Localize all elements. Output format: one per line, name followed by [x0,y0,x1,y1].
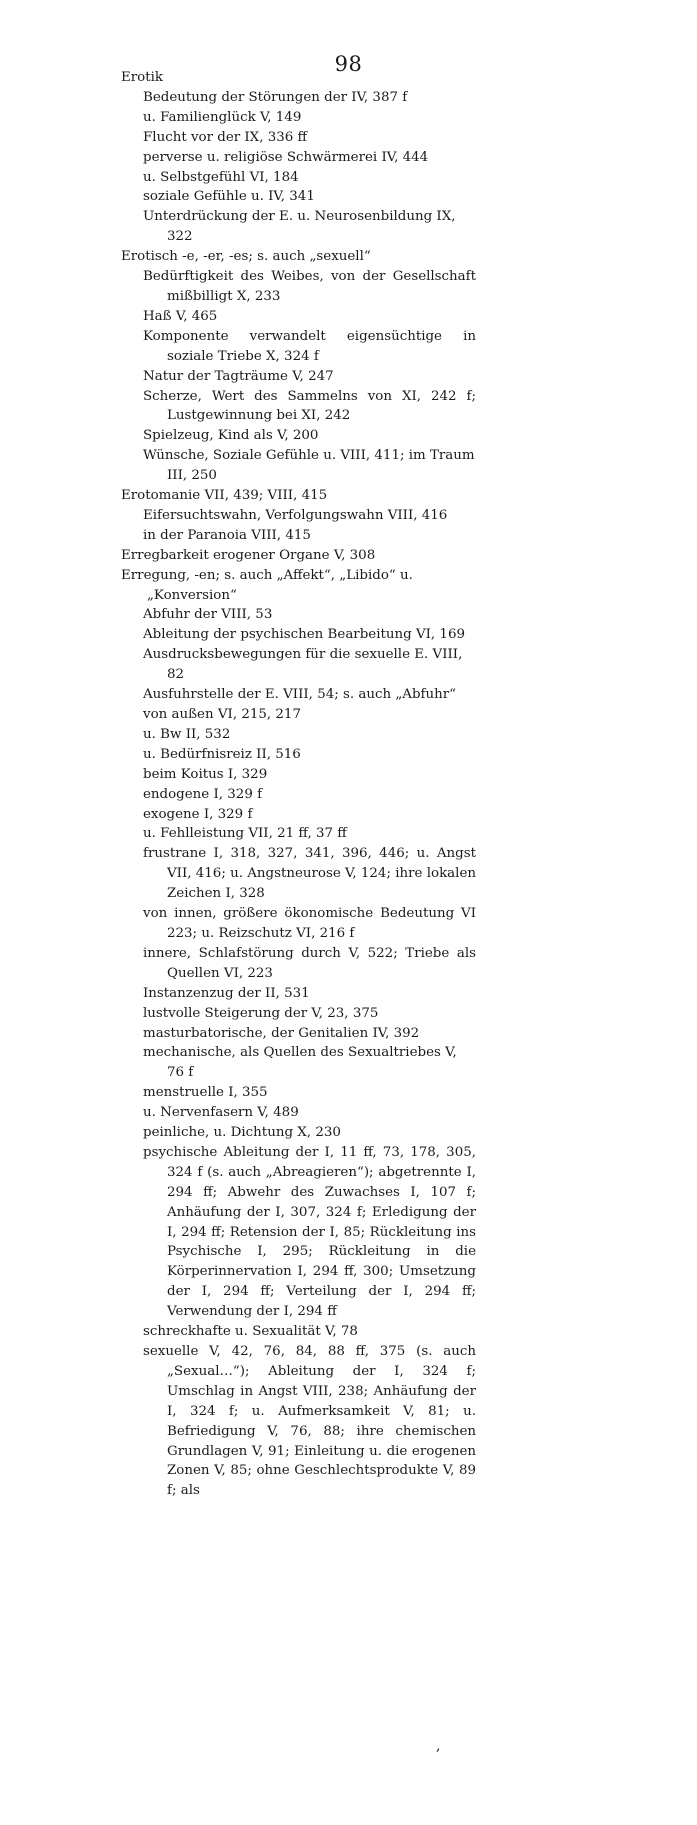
index-subentry: Instanzenzug der II, 531 [143,985,310,1001]
index-subentry: mechanische, als Quellen des Sexualtriebes V, 76 f [143,1045,457,1081]
index-subentry: exogene I, 329 f [143,806,253,822]
index-subentry: menstruelle I, 355 [143,1085,268,1101]
index-subentry: Natur der Tagträume V, 247 [143,368,334,384]
index-subentry: u. Bedürfnisreiz II, 516 [143,746,301,762]
stray-mark: , [436,1738,441,1754]
index-subentry: Flucht vor der IX, 336 ff [143,129,308,145]
index-subentry: frustrane I, 318, 327, 341, 396, 446; u. Angst VII, 416; u. Angstneurose V, 124; ihre lokalen Zeichen I, 328 [143,846,476,902]
index-subentry: Komponente verwandelt eigensüchtige in soziale Triebe X, 324 f [143,328,476,364]
index-subentry: perverse u. religiöse Schwärmerei IV, 444 [143,149,429,165]
index-subentry: von außen VI, 215, 217 [143,707,301,722]
index-subentry: u. Bw II, 532 [143,726,231,742]
index-subentry: u. Familienglück V, 149 [143,109,302,125]
index-subentry: soziale Gefühle u. IV, 341 [143,189,315,205]
index-subentry: Ausdrucksbewegungen für die sexuelle E. VIII, 82 [143,647,463,683]
index-subentry: Ausfuhrstelle der E. VIII, 54; s. auch „Abfuhr“ [143,687,456,703]
index-headword: Erotisch -e, -er, -es; s. auch „sexuell“ [121,249,371,265]
index-headword: Erotomanie VII, 439; VIII, 415 [121,488,328,504]
index-subentry: Spielzeug, Kind als V, 200 [143,428,319,444]
index-subentry: schreckhafte u. Sexualität V, 78 [143,1324,358,1340]
index-headword: Erregbarkeit erogener Organe V, 308 [121,547,376,563]
index-subentry: peinliche, u. Dichtung X, 230 [143,1125,341,1141]
index-subentry: innere, Schlafstörung durch V, 522; Triebe als Quellen VI, 223 [143,945,476,981]
index-subentry: Bedeutung der Störungen der IV, 387 f [143,89,408,105]
index-subentry: von innen, größere ökonomische Bedeutung VI 223; u. Reizschutz VI, 216 f [143,906,476,941]
index-subentry: u. Nervenfasern V, 489 [143,1105,299,1121]
index-subentry: Unterdrückung der E. u. Neurosenbildung IX, 322 [143,209,456,245]
page-number: 98 [334,52,363,76]
index-headword: Erregung, -en; s. auch „Affekt“, „Libido“ u. „Konversion“ [121,567,413,603]
index-subentry: Wünsche, Soziale Gefühle u. VIII, 411; im Traum III, 250 [143,448,475,484]
index-subentry: masturbatorische, der Genitalien IV, 392 [143,1025,420,1041]
index-headword: Erotik [121,70,164,85]
index-subentry: lustvolle Steigerung der V, 23, 375 [143,1005,379,1021]
index-subentry: beim Koitus I, 329 [143,766,268,782]
index-subentry: Eifersuchtswahn, Verfolgungswahn VIII, 416 [143,507,448,523]
index-list [121,68,476,1501]
index-subentry: psychische Ableitung der I, 11 ff, 73, 178, 305, 324 f (s. auch „Abreagieren“); abgetrennte I, 294 ff; Abwehr des Zuwachses I, 107 f; Anhäufung der I, 307, 324 f; Erledigung der I, 294 ff; Retension der I, 85; Rückleitung ins Psychische I, 295; Rückleitung in die Körperinnervation I, 294 ff, 300; Umsetzung der I, 294 ff; Verteilung der I, 294 ff; Verwendung der I, 294 ff [143,1144,476,1320]
index-subentry: u. Fehlleistung VII, 21 ff, 37 ff [143,826,347,842]
index-subentry: Haß V, 465 [143,308,218,324]
index-subentry: u. Selbstgefühl VI, 184 [143,169,299,185]
index-subentry: in der Paranoia VIII, 415 [143,527,311,543]
index-subentry: sexuelle V, 42, 76, 84, 88 ff, 375 (s. auch „Sexual…“); Ableitung der I, 324 f; Umschlag in Angst VIII, 238; Anhäufung der I, 324 f; u. Aufmerksamkeit V, 81; u. Befriedigung V, 76, 88; ihre chemischen Grundlagen V, 91; Einleitung u. die erogenen Zonen V, 85; ohne Geschlechtsprodukte V, 89 f; als [143,1344,476,1499]
index-subentry: Abfuhr der VIII, 53 [143,607,273,623]
index-subentry: Bedürftigkeit des Weibes, von der Gesellschaft mißbilligt X, 233 [143,269,476,304]
index-subentry: endogene I, 329 f [143,786,263,802]
index-subentry: Scherze, Wert des Sammelns von XI, 242 f; Lustgewinnung bei XI, 242 [143,388,476,424]
index-subentry: Ableitung der psychischen Bearbeitung VI, 169 [143,627,465,643]
